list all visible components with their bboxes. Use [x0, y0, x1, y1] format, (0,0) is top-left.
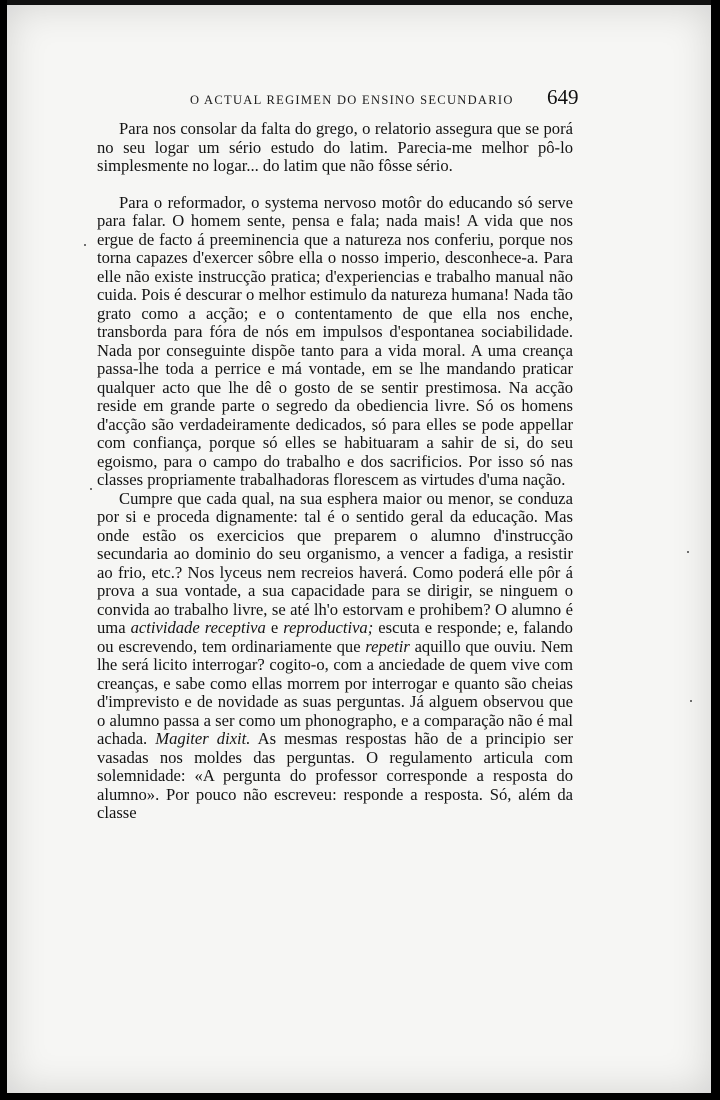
paragraph-3-italic-2: reproductiva;: [283, 618, 374, 637]
paragraph-3-text-d: aquillo que ouviu. Nem lhe será licito interrogar? cogito-o, com a anciedade de quem vive com creanças, e sabe como ellas morrem por interrogar e quanto são cheias d'imprevisto e de novidade as suas perguntas. Já alguem observou que o alumno passa a ser como um phonographo, e a comparação não é mal achada.: [97, 636, 573, 748]
scan-speck: [84, 244, 86, 246]
paragraph-3-text-a: Cumpre que cada qual, na sua esphera maior ou menor, se conduza por si e proceda dignamente: tal é o sentido geral da educação. Mas onde estão os exercicios que preparem o alumno d'instrucção secundaria ao dominio do seu organismo, a vencer a fadiga, a resistir ao frio, etc.? Nos lyceus nem recreios haverá. Como poderá elle pôr á prova a sua vontade, a sua capacidade para se dirigir, se ninguem o convida ao trabalho livre, se até lh'o estorvam e prohibem? O alumno é uma: [97, 488, 573, 637]
scan-border-left: [0, 0, 7, 1100]
paragraph-3-italic-3: repetir: [365, 636, 410, 656]
paragraph-3: [97, 490, 573, 823]
page-number: 649: [547, 85, 579, 109]
scan-border-bottom: [0, 1092, 720, 1100]
body-text: [97, 120, 573, 823]
paragraph-2: Para o reformador, o systema nervoso motôr do educando só serve para falar. O homem sente, pensa e fala; nada mais! A vida que nos ergue de facto á preeminencia que a natureza nos conferiu, porque nos torna capazes d'exercer sôbre ella o nosso imperio, desconhece-a. Para elle não existe instrucção pratica; d'experiencias e trabalho manual não cuida. Pois é descurar o melhor estimulo da natureza humana! Nada tão grato como a acção; e o contentamento de que ella nos enche, transborda para fóra de nós em impulsos d'espontanea sociabilidade. Nada por conseguinte dispõe tanto para a vida moral. A uma creança passa-lhe toda a perrice e má vontade, em se lhe mandando praticar qualquer acto que lhe dê o gosto de se sentir prestimosa. Na acção reside em grande parte o segredo da obediencia livre. Só os homens d'acção são verdadeiramente dedicados, só para elles se pode appellar com confiança, porque só elles se habituaram a sahir de si, do seu egoismo, para o campo do trabalho e dos sacrificios. Por isso só nas classes propriamente trabalhadoras florescem as virtudes d'uma nação.: [97, 192, 573, 489]
paragraph-3-text-e: As mesmas respostas hão de a principio ser vasadas nos moldes das perguntas. O regulamento articula com solemnidade: «A pergunta do professor corresponde a resposta do alumno». Por pouco não escreveu: responde a resposta. Só, além da classe: [97, 729, 573, 822]
paragraph-3-text-c: escuta e responde; e, falando ou escrevendo, tem ordinariamente que: [97, 618, 573, 656]
scan-speck: [687, 551, 689, 553]
paragraph-3-italic-1: actividade receptiva: [130, 618, 266, 637]
scan-border-right: [711, 0, 720, 1100]
running-head: O ACTUAL REGIMEN DO ENSINO SECUNDARIO: [190, 93, 514, 107]
paragraph-1: Para nos consolar da falta do grego, o relatorio assegura que se porá no seu logar um sério estudo do latim. Parecia-me melhor pô-lo simplesmente no logar... do latim que não fôsse sério.: [97, 119, 573, 175]
scan-speck: [90, 488, 92, 490]
paragraph-3-italic-4: Magiter dixit.: [155, 729, 251, 748]
scan-speck: [690, 700, 692, 702]
paragraph-3-text-b: e: [265, 618, 284, 637]
